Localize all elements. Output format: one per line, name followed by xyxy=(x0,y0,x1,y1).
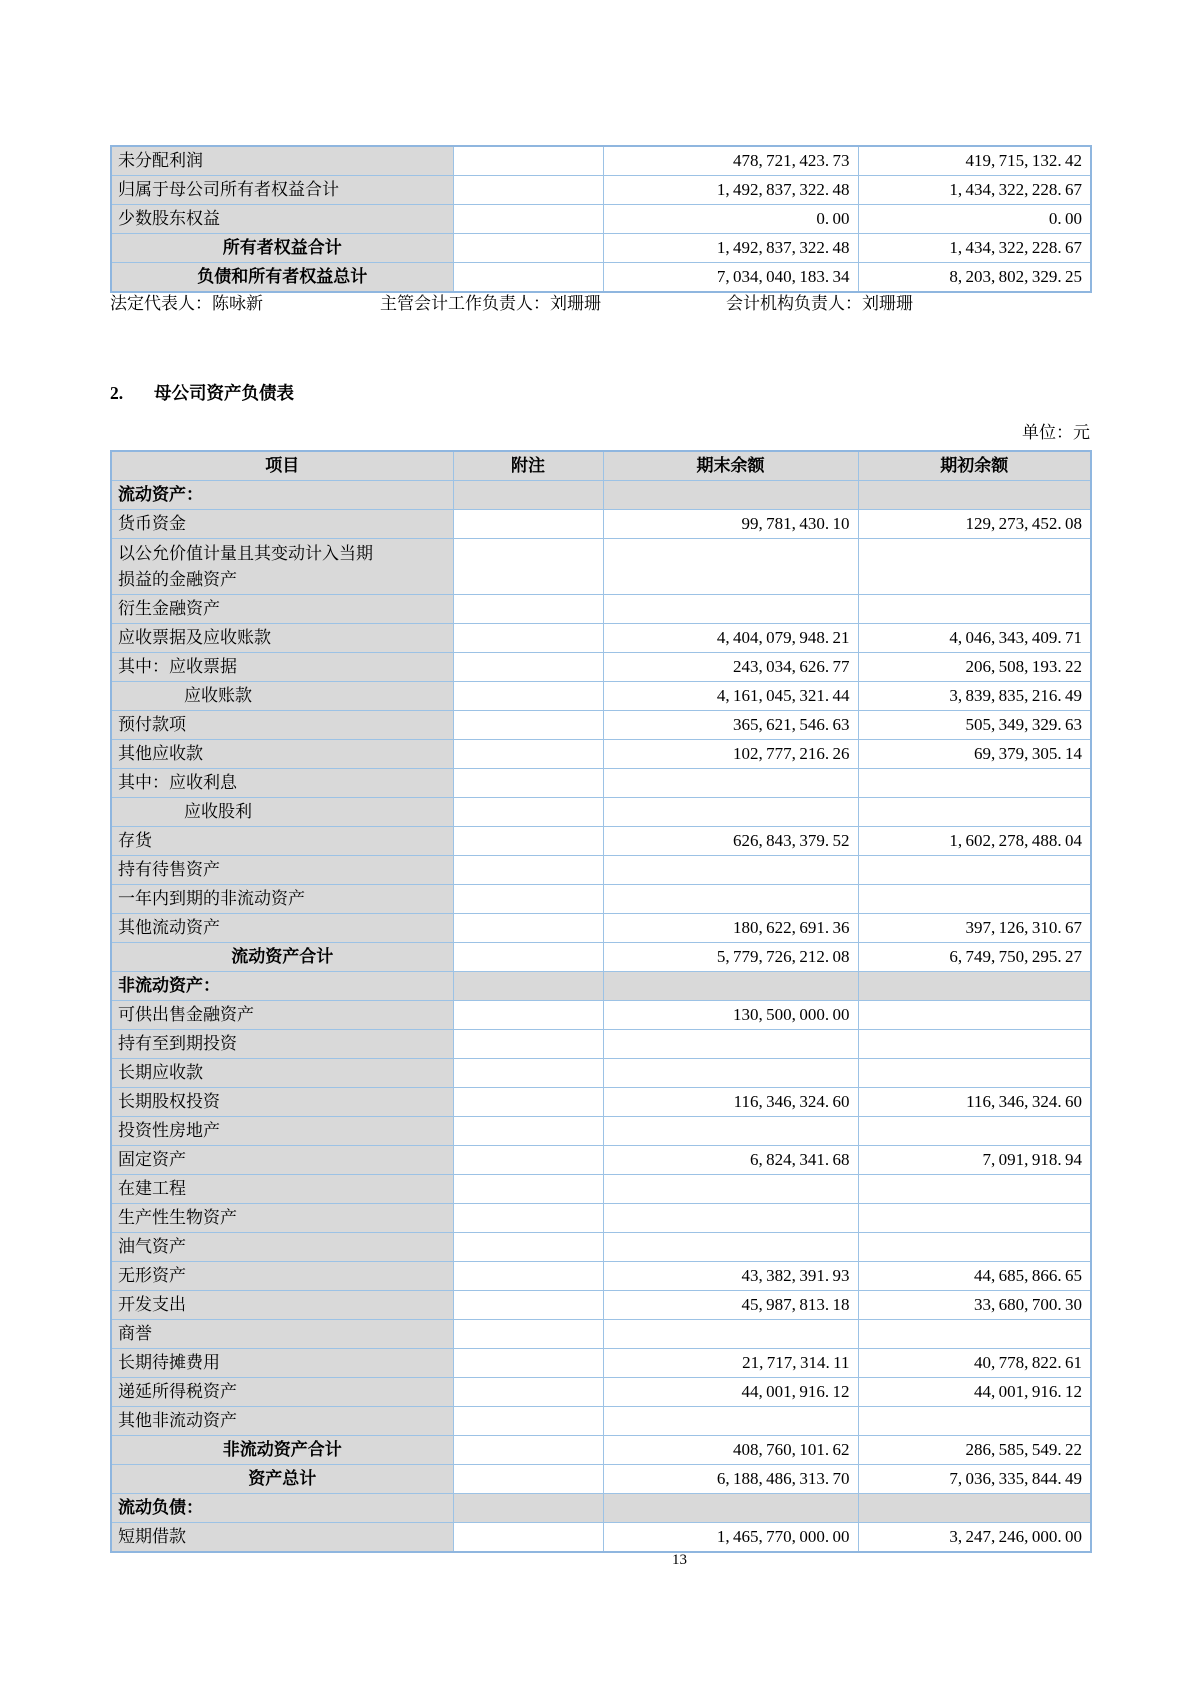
parent-balance-sheet-table xyxy=(110,450,1092,1553)
row-label: 递延所得税资产 xyxy=(111,1378,453,1407)
row-ending-balance xyxy=(603,1030,858,1059)
row-beginning-balance: 4, 046, 343, 409. 71 xyxy=(858,624,1091,653)
row-ending-balance: 1, 465, 770, 000. 00 xyxy=(603,1523,858,1553)
row-note xyxy=(453,146,603,176)
row-ending-balance xyxy=(603,885,858,914)
row-label: 其他流动资产 xyxy=(111,914,453,943)
row-note xyxy=(453,943,603,972)
row-ending-balance: 130, 500, 000. 00 xyxy=(603,1001,858,1030)
row-note xyxy=(453,1001,603,1030)
row-beginning-balance xyxy=(858,481,1091,510)
row-ending-balance: 102, 777, 216. 26 xyxy=(603,740,858,769)
row-note xyxy=(453,1088,603,1117)
row-note xyxy=(453,1320,603,1349)
row-note xyxy=(453,740,603,769)
row-label: 非流动资产合计 xyxy=(111,1436,453,1465)
row-note xyxy=(453,1117,603,1146)
row-beginning-balance xyxy=(858,1030,1091,1059)
row-ending-balance: 1, 492, 837, 322. 48 xyxy=(603,234,858,263)
table-row xyxy=(111,682,1091,711)
row-note xyxy=(453,1523,603,1553)
row-beginning-balance: 505, 349, 329. 63 xyxy=(858,711,1091,740)
row-note xyxy=(453,972,603,1001)
chief-accounting-officer-label: 主管会计工作负责人：刘珊珊 xyxy=(380,294,601,313)
table-row xyxy=(111,1494,1091,1523)
row-note xyxy=(453,1059,603,1088)
table-row xyxy=(111,798,1091,827)
row-label: 负债和所有者权益总计 xyxy=(111,263,453,293)
table-row xyxy=(111,1407,1091,1436)
row-label: 存货 xyxy=(111,827,453,856)
row-ending-balance: 0. 00 xyxy=(603,205,858,234)
row-ending-balance: 365, 621, 546. 63 xyxy=(603,711,858,740)
row-ending-balance xyxy=(603,798,858,827)
table-row xyxy=(111,972,1091,1001)
table-row xyxy=(111,595,1091,624)
row-note xyxy=(453,1436,603,1465)
row-beginning-balance xyxy=(858,595,1091,624)
row-beginning-balance: 286, 585, 549. 22 xyxy=(858,1436,1091,1465)
row-ending-balance xyxy=(603,1175,858,1204)
accounting-department-head-label: 会计机构负责人：刘珊珊 xyxy=(726,294,913,313)
row-beginning-balance: 3, 247, 246, 000. 00 xyxy=(858,1523,1091,1553)
unit-label: 单位：元 xyxy=(1022,423,1090,442)
row-ending-balance xyxy=(603,769,858,798)
row-label: 其他应收款 xyxy=(111,740,453,769)
table-row xyxy=(111,1059,1091,1088)
section-number: 2. xyxy=(110,383,124,403)
table-row xyxy=(111,1291,1091,1320)
row-label: 以公允价值计量且其变动计入当期损益的金融资产 xyxy=(111,539,453,595)
column-header-item: 项目 xyxy=(111,451,453,481)
row-ending-balance: 408, 760, 101. 62 xyxy=(603,1436,858,1465)
table-row xyxy=(111,1465,1091,1494)
row-label: 长期应收款 xyxy=(111,1059,453,1088)
row-label: 一年内到期的非流动资产 xyxy=(111,885,453,914)
row-note xyxy=(453,1349,603,1378)
table-row xyxy=(111,1378,1091,1407)
table-row xyxy=(111,1175,1091,1204)
row-ending-balance xyxy=(603,1117,858,1146)
table-row xyxy=(111,1233,1091,1262)
table-row xyxy=(111,510,1091,539)
row-ending-balance: 1, 492, 837, 322. 48 xyxy=(603,176,858,205)
table-row xyxy=(111,914,1091,943)
row-note xyxy=(453,1378,603,1407)
row-note xyxy=(453,827,603,856)
row-label: 持有待售资产 xyxy=(111,856,453,885)
row-label: 长期股权投资 xyxy=(111,1088,453,1117)
row-ending-balance: 180, 622, 691. 36 xyxy=(603,914,858,943)
row-beginning-balance: 8, 203, 802, 329. 25 xyxy=(858,263,1091,293)
row-note xyxy=(453,539,603,595)
row-label: 油气资产 xyxy=(111,1233,453,1262)
table-header-row xyxy=(111,451,1091,481)
row-beginning-balance xyxy=(858,972,1091,1001)
row-note xyxy=(453,1175,603,1204)
table-row xyxy=(111,624,1091,653)
row-note xyxy=(453,481,603,510)
row-beginning-balance: 3, 839, 835, 216. 49 xyxy=(858,682,1091,711)
table-row xyxy=(111,769,1091,798)
row-note xyxy=(453,1233,603,1262)
row-label: 短期借款 xyxy=(111,1523,453,1553)
row-ending-balance: 4, 404, 079, 948. 21 xyxy=(603,624,858,653)
row-beginning-balance xyxy=(858,1059,1091,1088)
table-row xyxy=(111,1436,1091,1465)
row-beginning-balance xyxy=(858,1233,1091,1262)
row-ending-balance: 626, 843, 379. 52 xyxy=(603,827,858,856)
row-beginning-balance: 0. 00 xyxy=(858,205,1091,234)
table-row xyxy=(111,263,1091,293)
row-note xyxy=(453,885,603,914)
row-ending-balance: 21, 717, 314. 11 xyxy=(603,1349,858,1378)
row-label: 开发支出 xyxy=(111,1291,453,1320)
table-row xyxy=(111,481,1091,510)
row-ending-balance: 6, 188, 486, 313. 70 xyxy=(603,1465,858,1494)
table-row xyxy=(111,539,1091,595)
row-label: 流动资产： xyxy=(111,481,453,510)
table-row xyxy=(111,1320,1091,1349)
row-ending-balance xyxy=(603,1204,858,1233)
row-note xyxy=(453,1494,603,1523)
row-beginning-balance: 206, 508, 193. 22 xyxy=(858,653,1091,682)
row-label: 流动资产合计 xyxy=(111,943,453,972)
row-ending-balance: 7, 034, 040, 183. 34 xyxy=(603,263,858,293)
row-ending-balance: 116, 346, 324. 60 xyxy=(603,1088,858,1117)
row-note xyxy=(453,1262,603,1291)
row-ending-balance: 5, 779, 726, 212. 08 xyxy=(603,943,858,972)
row-ending-balance: 44, 001, 916. 12 xyxy=(603,1378,858,1407)
table-row xyxy=(111,1262,1091,1291)
row-label: 非流动资产： xyxy=(111,972,453,1001)
row-note xyxy=(453,1407,603,1436)
row-note xyxy=(453,234,603,263)
table-row xyxy=(111,1001,1091,1030)
section-title-text: 母公司资产负债表 xyxy=(154,383,294,403)
row-beginning-balance: 1, 602, 278, 488. 04 xyxy=(858,827,1091,856)
row-beginning-balance xyxy=(858,1407,1091,1436)
row-label: 应收账款 xyxy=(111,682,453,711)
row-label: 投资性房地产 xyxy=(111,1117,453,1146)
row-beginning-balance: 33, 680, 700. 30 xyxy=(858,1291,1091,1320)
row-note xyxy=(453,856,603,885)
row-ending-balance: 45, 987, 813. 18 xyxy=(603,1291,858,1320)
row-note xyxy=(453,1204,603,1233)
row-label: 归属于母公司所有者权益合计 xyxy=(111,176,453,205)
row-note xyxy=(453,1146,603,1175)
row-note xyxy=(453,595,603,624)
table-row xyxy=(111,1117,1091,1146)
row-label: 流动负债： xyxy=(111,1494,453,1523)
row-note xyxy=(453,914,603,943)
row-ending-balance: 43, 382, 391. 93 xyxy=(603,1262,858,1291)
row-note xyxy=(453,263,603,293)
row-beginning-balance: 44, 001, 916. 12 xyxy=(858,1378,1091,1407)
section-title xyxy=(110,381,294,405)
row-label: 货币资金 xyxy=(111,510,453,539)
row-label: 应收票据及应收账款 xyxy=(111,624,453,653)
row-label: 应收股利 xyxy=(111,798,453,827)
row-beginning-balance xyxy=(858,885,1091,914)
row-label: 资产总计 xyxy=(111,1465,453,1494)
row-note xyxy=(453,653,603,682)
row-note xyxy=(453,176,603,205)
table-row xyxy=(111,1030,1091,1059)
table-row xyxy=(111,827,1091,856)
row-ending-balance: 6, 824, 341. 68 xyxy=(603,1146,858,1175)
row-beginning-balance: 1, 434, 322, 228. 67 xyxy=(858,176,1091,205)
row-beginning-balance xyxy=(858,798,1091,827)
row-beginning-balance xyxy=(858,1320,1091,1349)
row-note xyxy=(453,711,603,740)
column-header-ending-balance: 期末余额 xyxy=(603,451,858,481)
legal-representative-label: 法定代表人：陈咏新 xyxy=(110,294,263,313)
row-label: 固定资产 xyxy=(111,1146,453,1175)
row-ending-balance xyxy=(603,1320,858,1349)
row-label: 预付款项 xyxy=(111,711,453,740)
row-beginning-balance: 397, 126, 310. 67 xyxy=(858,914,1091,943)
row-ending-balance xyxy=(603,1059,858,1088)
table-row xyxy=(111,176,1091,205)
table-row xyxy=(111,234,1091,263)
row-ending-balance xyxy=(603,972,858,1001)
row-note xyxy=(453,510,603,539)
row-label: 其他非流动资产 xyxy=(111,1407,453,1436)
table-row xyxy=(111,1349,1091,1378)
row-label: 持有至到期投资 xyxy=(111,1030,453,1059)
row-ending-balance xyxy=(603,1494,858,1523)
table-row xyxy=(111,740,1091,769)
table-row xyxy=(111,1088,1091,1117)
row-label: 无形资产 xyxy=(111,1262,453,1291)
row-ending-balance xyxy=(603,1233,858,1262)
table-row xyxy=(111,943,1091,972)
row-beginning-balance xyxy=(858,856,1091,885)
row-beginning-balance: 7, 091, 918. 94 xyxy=(858,1146,1091,1175)
row-label: 衍生金融资产 xyxy=(111,595,453,624)
row-beginning-balance xyxy=(858,1494,1091,1523)
table-row xyxy=(111,653,1091,682)
row-beginning-balance: 44, 685, 866. 65 xyxy=(858,1262,1091,1291)
row-beginning-balance: 6, 749, 750, 295. 27 xyxy=(858,943,1091,972)
row-beginning-balance xyxy=(858,539,1091,595)
row-ending-balance xyxy=(603,595,858,624)
table-row xyxy=(111,146,1091,176)
row-beginning-balance: 1, 434, 322, 228. 67 xyxy=(858,234,1091,263)
row-beginning-balance: 116, 346, 324. 60 xyxy=(858,1088,1091,1117)
row-label: 商誉 xyxy=(111,1320,453,1349)
row-label: 在建工程 xyxy=(111,1175,453,1204)
column-header-beginning-balance: 期初余额 xyxy=(858,451,1091,481)
row-beginning-balance xyxy=(858,1001,1091,1030)
row-note xyxy=(453,1030,603,1059)
row-note xyxy=(453,624,603,653)
row-label: 未分配利润 xyxy=(111,146,453,176)
row-ending-balance xyxy=(603,1407,858,1436)
row-label: 可供出售金融资产 xyxy=(111,1001,453,1030)
row-label: 其中：应收利息 xyxy=(111,769,453,798)
table-row xyxy=(111,205,1091,234)
row-label: 生产性生物资产 xyxy=(111,1204,453,1233)
row-ending-balance xyxy=(603,539,858,595)
row-note xyxy=(453,682,603,711)
row-label: 其中：应收票据 xyxy=(111,653,453,682)
signature-line xyxy=(0,290,1200,318)
row-label: 少数股东权益 xyxy=(111,205,453,234)
row-note xyxy=(453,1465,603,1494)
row-ending-balance: 478, 721, 423. 73 xyxy=(603,146,858,176)
row-note xyxy=(453,1291,603,1320)
row-beginning-balance xyxy=(858,1204,1091,1233)
table-row xyxy=(111,1146,1091,1175)
table-row xyxy=(111,1523,1091,1553)
table-row xyxy=(111,711,1091,740)
table-row xyxy=(111,885,1091,914)
row-beginning-balance xyxy=(858,769,1091,798)
row-ending-balance: 99, 781, 430. 10 xyxy=(603,510,858,539)
row-note xyxy=(453,798,603,827)
table-row xyxy=(111,856,1091,885)
row-beginning-balance: 419, 715, 132. 42 xyxy=(858,146,1091,176)
table-row xyxy=(111,1204,1091,1233)
equity-table xyxy=(110,145,1092,293)
row-beginning-balance: 40, 778, 822. 61 xyxy=(858,1349,1091,1378)
row-beginning-balance: 7, 036, 335, 844. 49 xyxy=(858,1465,1091,1494)
row-label: 所有者权益合计 xyxy=(111,234,453,263)
row-note xyxy=(453,205,603,234)
row-ending-balance: 4, 161, 045, 321. 44 xyxy=(603,682,858,711)
page-number: 13 xyxy=(672,1552,687,1568)
row-label: 长期待摊费用 xyxy=(111,1349,453,1378)
row-ending-balance xyxy=(603,481,858,510)
row-ending-balance: 243, 034, 626. 77 xyxy=(603,653,858,682)
row-beginning-balance xyxy=(858,1175,1091,1204)
row-beginning-balance: 129, 273, 452. 08 xyxy=(858,510,1091,539)
row-note xyxy=(453,769,603,798)
row-ending-balance xyxy=(603,856,858,885)
row-beginning-balance: 69, 379, 305. 14 xyxy=(858,740,1091,769)
column-header-note: 附注 xyxy=(453,451,603,481)
row-beginning-balance xyxy=(858,1117,1091,1146)
